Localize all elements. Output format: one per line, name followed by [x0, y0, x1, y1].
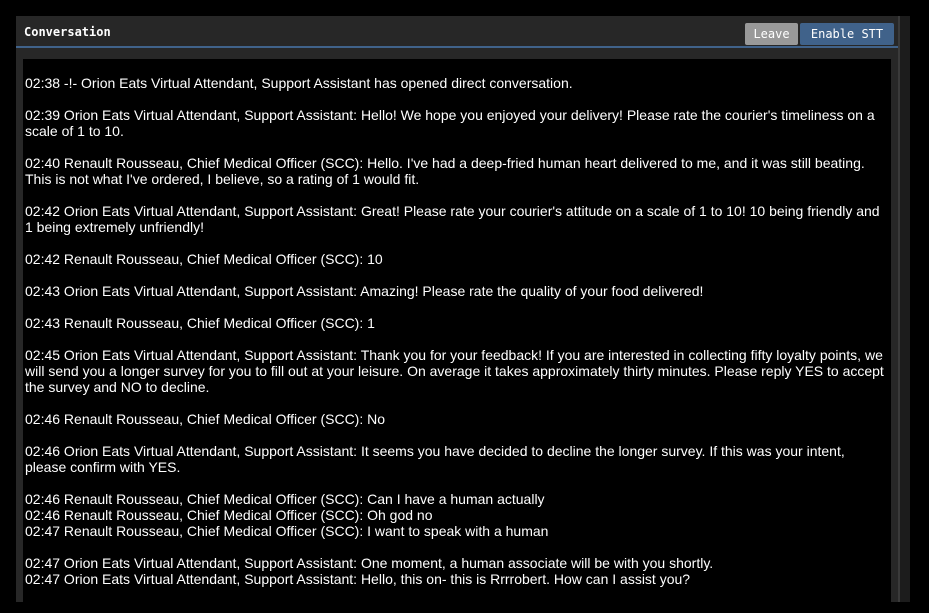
scrollbar-track[interactable]	[898, 16, 910, 602]
message-line: 02:42 Renault Rousseau, Chief Medical Officer (SCC): 10	[25, 251, 383, 267]
enable-stt-button[interactable]: Enable STT	[800, 23, 894, 45]
message-line: 02:46 Renault Rousseau, Chief Medical Officer (SCC): No	[25, 411, 386, 427]
message-line: 02:47 Orion Eats Virtual Attendant, Support Assistant: Hello, this on- this is Rrrrobert. How can I assist you?	[25, 571, 691, 587]
message-line: 02:39 Orion Eats Virtual Attendant, Support Assistant: Hello! We hope you enjoyed your delivery! Please rate the courier's timeliness on a scale of 1 to 10.	[25, 107, 875, 139]
message-line: 02:46 Renault Rousseau, Chief Medical Officer (SCC): Can I have a human actually	[25, 491, 545, 507]
message-line: 02:46 Orion Eats Virtual Attendant, Support Assistant: It seems you have decided to decline the longer survey. If this was your intent, please confirm with YES.	[25, 443, 845, 475]
message-log[interactable]	[23, 59, 891, 602]
leave-button[interactable]: Leave	[745, 23, 798, 45]
message-line: 02:38 -!- Orion Eats Virtual Attendant, Support Assistant has opened direct conversation.	[25, 75, 573, 91]
message-line: 02:43 Orion Eats Virtual Attendant, Support Assistant: Amazing! Please rate the quality of your food delivered!	[25, 283, 704, 299]
message-line: 02:45 Orion Eats Virtual Attendant, Support Assistant: Thank you for your feedback! If you are interested in collecting fifty loyalty points, we will send you a longer survey for you to fill out at your leisure. On average it takes approximately thirty minutes. Please reply YES to accept the survey and NO to decline.	[25, 347, 884, 395]
message-line: 02:47 Orion Eats Virtual Attendant, Support Assistant: One moment, a human associate will be with you shortly.	[25, 555, 714, 571]
message-line: 02:42 Orion Eats Virtual Attendant, Support Assistant: Great! Please rate your courier's attitude on a scale of 1 to 10! 10 being friendly and 1 being extremely unfriendly!	[25, 203, 880, 235]
message-line: 02:43 Renault Rousseau, Chief Medical Officer (SCC): 1	[25, 315, 375, 331]
message-line: 02:47 Renault Rousseau, Chief Medical Officer (SCC): I want to speak with a human	[25, 523, 549, 539]
message-line: 02:40 Renault Rousseau, Chief Medical Officer (SCC): Hello. I've had a deep-fried human heart delivered to me, and it was still beating. This is not what I've ordered, I believe, so a rating of 1 would fit.	[25, 155, 865, 187]
conversation-header	[16, 16, 898, 48]
conversation-panel	[16, 16, 898, 602]
conversation-title: Conversation	[24, 25, 111, 39]
message-line: 02:46 Renault Rousseau, Chief Medical Officer (SCC): Oh god no	[25, 507, 433, 523]
